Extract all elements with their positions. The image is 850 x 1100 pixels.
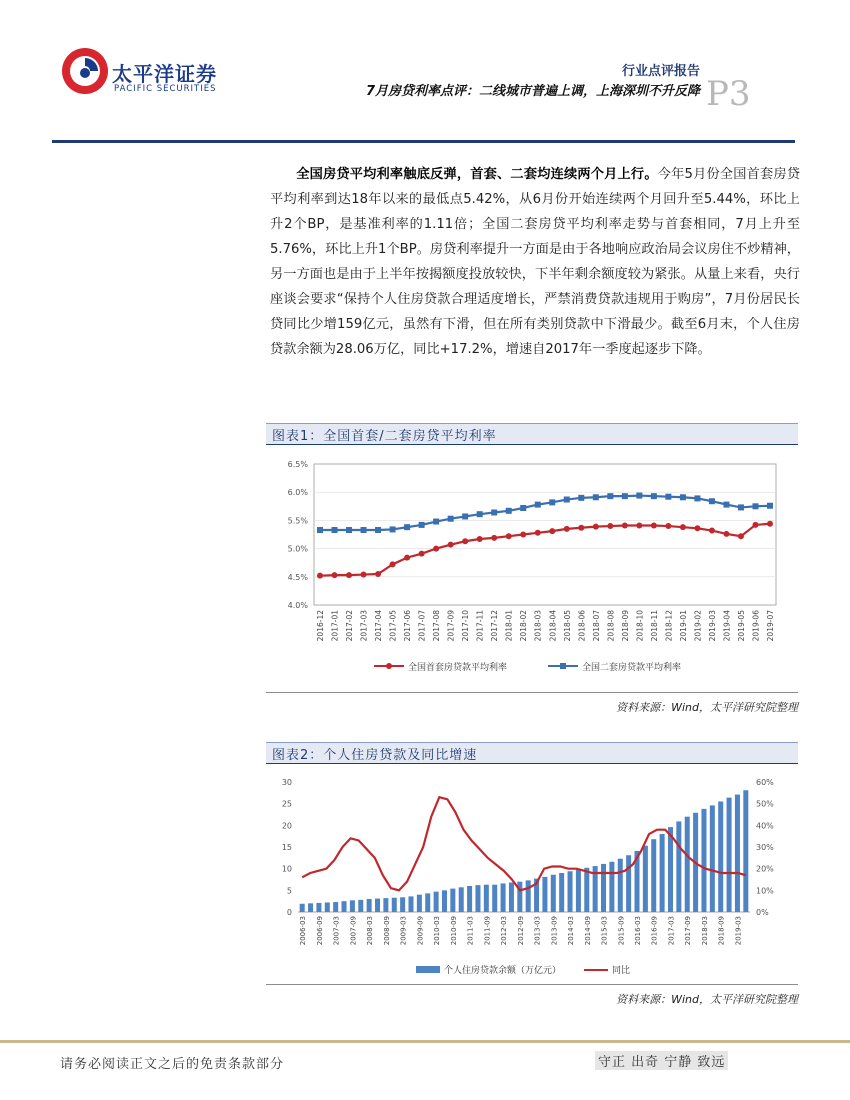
data-point bbox=[723, 502, 729, 508]
data-point bbox=[752, 503, 758, 509]
x-tick-label: 2017-08 bbox=[432, 610, 442, 642]
x-tick-label: 2007-03 bbox=[332, 916, 341, 946]
data-point bbox=[723, 531, 729, 537]
x-tick-label: 2018-09 bbox=[620, 610, 630, 642]
data-point bbox=[346, 572, 352, 578]
bar bbox=[325, 902, 330, 912]
bar bbox=[316, 903, 321, 912]
x-tick-label: 2018-03 bbox=[700, 916, 709, 946]
data-point bbox=[448, 516, 454, 522]
bar bbox=[718, 802, 723, 913]
bar bbox=[568, 871, 573, 912]
bar bbox=[392, 898, 397, 912]
bar bbox=[434, 892, 439, 912]
x-tick-label: 2017-10 bbox=[461, 610, 471, 642]
figure2-source: 资料来源：Wind，太平洋研究院整理 bbox=[266, 984, 798, 1007]
data-point bbox=[317, 527, 323, 533]
bar bbox=[450, 889, 455, 912]
data-point bbox=[346, 527, 352, 533]
figure2-chart bbox=[266, 770, 798, 982]
data-point bbox=[578, 525, 584, 531]
bar bbox=[727, 798, 732, 912]
bar bbox=[601, 864, 606, 912]
data-point bbox=[404, 555, 410, 561]
bar bbox=[660, 834, 665, 912]
x-tick-label: 2008-09 bbox=[382, 916, 391, 946]
bar bbox=[492, 885, 497, 912]
bar bbox=[618, 859, 623, 912]
company-name-en: PACIFIC SECURITIES bbox=[114, 84, 217, 94]
bar bbox=[676, 821, 681, 912]
bar bbox=[459, 887, 464, 912]
x-tick-label: 2013-09 bbox=[550, 916, 559, 946]
bar bbox=[417, 895, 422, 912]
data-point bbox=[593, 494, 599, 500]
data-point bbox=[419, 551, 425, 557]
data-point bbox=[462, 513, 468, 519]
data-point bbox=[535, 530, 541, 536]
data-point bbox=[506, 508, 512, 514]
data-point bbox=[491, 535, 497, 541]
data-point bbox=[607, 493, 613, 499]
data-point bbox=[564, 497, 570, 503]
data-point bbox=[375, 527, 381, 533]
data-point bbox=[665, 494, 671, 500]
x-tick-label: 2007-09 bbox=[349, 916, 358, 946]
legend-swatch bbox=[416, 966, 440, 973]
y-right-tick-label: 10% bbox=[756, 886, 774, 896]
x-tick-label: 2018-01 bbox=[504, 610, 514, 642]
company-name-cn: 太平洋证券 bbox=[112, 62, 217, 86]
bar bbox=[350, 900, 355, 912]
data-point bbox=[419, 522, 425, 528]
y-left-tick-label: 20 bbox=[281, 821, 292, 831]
data-point bbox=[433, 546, 439, 552]
bar bbox=[358, 900, 363, 912]
data-point bbox=[694, 495, 700, 501]
x-tick-label: 2017-07 bbox=[417, 610, 427, 642]
y-tick-label: 4.0% bbox=[287, 601, 308, 610]
bar bbox=[383, 898, 388, 912]
bar bbox=[542, 877, 547, 912]
data-point bbox=[593, 524, 599, 530]
x-tick-label: 2010-09 bbox=[449, 916, 458, 946]
data-point bbox=[506, 533, 512, 539]
bar bbox=[375, 899, 380, 912]
bar bbox=[501, 883, 506, 912]
x-tick-label: 2018-08 bbox=[606, 610, 616, 642]
bar bbox=[668, 827, 673, 912]
footer-disclaimer: 请务必阅读正文之后的免责条款部分 bbox=[60, 1057, 285, 1072]
x-tick-label: 2018-05 bbox=[562, 610, 572, 642]
data-point bbox=[549, 528, 555, 534]
data-point bbox=[549, 499, 555, 505]
logo-emblem-icon bbox=[60, 46, 110, 96]
x-tick-label: 2017-09 bbox=[684, 916, 693, 946]
y-tick-label: 4.5% bbox=[287, 572, 308, 582]
data-point bbox=[680, 494, 686, 500]
x-tick-label: 2006-03 bbox=[299, 916, 308, 946]
bar bbox=[526, 880, 531, 912]
y-right-tick-label: 30% bbox=[756, 843, 774, 852]
x-tick-label: 2018-06 bbox=[577, 610, 587, 642]
x-tick-label: 2018-03 bbox=[533, 610, 543, 642]
data-point bbox=[738, 504, 744, 510]
bar bbox=[484, 885, 489, 912]
bar bbox=[576, 870, 581, 912]
x-tick-label: 2016-09 bbox=[650, 916, 659, 946]
bar bbox=[701, 809, 706, 912]
data-point bbox=[477, 536, 483, 542]
x-tick-label: 2019-04 bbox=[722, 610, 732, 642]
data-point bbox=[607, 523, 613, 529]
bar bbox=[442, 890, 447, 912]
y-left-tick-label: 15 bbox=[281, 843, 292, 852]
bar bbox=[509, 883, 514, 912]
y-tick-label: 6.5% bbox=[287, 460, 308, 469]
data-point bbox=[636, 493, 642, 499]
series-line bbox=[320, 496, 770, 530]
bar bbox=[559, 873, 564, 912]
bar bbox=[710, 805, 715, 912]
x-tick-label: 2014-09 bbox=[583, 916, 592, 946]
bar bbox=[367, 899, 372, 912]
y-right-tick-label: 40% bbox=[756, 821, 774, 831]
x-tick-label: 2018-12 bbox=[664, 610, 674, 642]
data-point bbox=[636, 522, 642, 528]
legend-label: 同比 bbox=[612, 966, 631, 976]
bar bbox=[475, 885, 480, 912]
x-tick-label: 2019-02 bbox=[693, 610, 703, 642]
header-divider bbox=[52, 140, 795, 143]
data-point bbox=[448, 542, 454, 548]
x-tick-label: 2013-03 bbox=[533, 916, 542, 946]
legend-marker bbox=[560, 663, 566, 669]
x-tick-label: 2017-05 bbox=[388, 610, 398, 642]
x-tick-label: 2016-12 bbox=[316, 610, 325, 642]
bar bbox=[584, 868, 589, 912]
x-tick-label: 2006-09 bbox=[315, 916, 324, 946]
y-left-tick-label: 30 bbox=[281, 778, 292, 787]
footer-motto: 守正 出奇 宁静 致远 bbox=[595, 1051, 728, 1070]
x-tick-label: 2012-09 bbox=[516, 916, 525, 946]
y-tick-label: 6.0% bbox=[287, 488, 308, 498]
x-tick-label: 2017-02 bbox=[345, 610, 355, 642]
data-point bbox=[361, 527, 367, 533]
data-point bbox=[694, 525, 700, 531]
data-point bbox=[622, 493, 628, 499]
x-tick-label: 2009-03 bbox=[399, 916, 408, 946]
x-tick-label: 2019-03 bbox=[707, 610, 717, 642]
x-tick-label: 2019-07 bbox=[766, 610, 775, 642]
bar bbox=[643, 846, 648, 912]
data-point bbox=[361, 572, 367, 578]
x-tick-label: 2017-04 bbox=[374, 610, 384, 642]
data-point bbox=[651, 493, 657, 499]
data-point bbox=[578, 495, 584, 501]
x-tick-label: 2011-03 bbox=[466, 916, 475, 946]
bar bbox=[551, 875, 556, 912]
x-tick-label: 2017-11 bbox=[475, 610, 485, 642]
x-tick-label: 2017-03 bbox=[359, 610, 369, 642]
data-point bbox=[332, 527, 338, 533]
legend-label: 个人住房贷款余额（万亿元） bbox=[444, 966, 562, 976]
page-number: P3 bbox=[706, 74, 751, 114]
data-point bbox=[709, 528, 715, 534]
bar bbox=[735, 795, 740, 912]
figure1-header bbox=[266, 423, 798, 445]
data-point bbox=[767, 503, 773, 509]
data-point bbox=[564, 526, 570, 532]
figure1-title: 图表1：全国首套/二套房贷平均利率 bbox=[272, 429, 497, 444]
data-point bbox=[738, 533, 744, 539]
y-tick-label: 5.5% bbox=[287, 516, 308, 526]
x-tick-label: 2017-03 bbox=[667, 916, 676, 946]
bar bbox=[685, 817, 690, 912]
bar bbox=[743, 790, 748, 912]
figure2-title: 图表2：个人住房贷款及同比增速 bbox=[272, 748, 478, 763]
x-tick-label: 2018-07 bbox=[591, 610, 601, 642]
data-point bbox=[390, 561, 396, 567]
data-point bbox=[709, 498, 715, 504]
data-point bbox=[433, 519, 439, 525]
data-point bbox=[520, 505, 526, 511]
bar bbox=[425, 893, 430, 912]
data-point bbox=[752, 522, 758, 528]
paragraph-text: 今年5月份全国首套房贷平均利率到达18年以来的最低点5.42%，从6月份开始连续两个月回升至5.44%，环比上升2个BP，是基准利率的1.11倍；全国二套房贷平均利率走势与首套相同，7月上升至5.76%，环比上升1个BP。房贷利率提升一方面是由于各地响应政治局会议房住不炒精神，另一方面也是由于上半年按揭额度投放较快，下半年剩余额度较为紧张。从量上来看，央行座谈会要求“保持个人住房贷款合理适度增长，严禁消费贷款违规用于购房”，7月份居民长贷同比少增159亿元，虽然有下滑，但在所有类别贷款中下滑最少。截至6月末，个人住房贷款余额为28.06万亿，同比+17.2%，增速自2017年一季度起逐步下降。 bbox=[270, 167, 801, 357]
x-tick-label: 2018-11 bbox=[649, 610, 659, 642]
x-tick-label: 2018-04 bbox=[548, 610, 558, 642]
y-left-tick-label: 25 bbox=[281, 799, 292, 809]
bar bbox=[609, 862, 614, 912]
y-right-tick-label: 50% bbox=[756, 799, 774, 809]
footer-divider bbox=[0, 1040, 850, 1043]
data-point bbox=[680, 524, 686, 530]
bar bbox=[308, 903, 313, 912]
y-left-tick-label: 0 bbox=[286, 908, 292, 917]
x-tick-label: 2012-03 bbox=[500, 916, 509, 946]
x-tick-label: 2017-09 bbox=[446, 610, 456, 642]
bar bbox=[300, 904, 305, 912]
company-logo bbox=[60, 44, 220, 104]
x-tick-label: 2015-09 bbox=[617, 916, 626, 946]
bar bbox=[626, 855, 631, 912]
plot-area bbox=[314, 464, 776, 605]
figure1-chart bbox=[266, 450, 798, 690]
y-right-tick-label: 60% bbox=[756, 778, 774, 787]
data-point bbox=[622, 522, 628, 528]
y-left-tick-label: 5 bbox=[286, 886, 292, 896]
paragraph-lead: 全国房贷平均利率触底反弹，首套、二套均连续两个月上行。 bbox=[296, 167, 658, 182]
figure1-source: 资料来源：Wind，太平洋研究院整理 bbox=[266, 692, 798, 715]
series-line bbox=[320, 524, 770, 576]
data-point bbox=[462, 538, 468, 544]
x-tick-label: 2008-03 bbox=[366, 916, 375, 946]
data-point bbox=[767, 521, 773, 527]
x-tick-label: 2018-09 bbox=[717, 916, 726, 946]
data-point bbox=[535, 502, 541, 508]
data-point bbox=[375, 571, 381, 577]
x-tick-label: 2017-01 bbox=[330, 610, 340, 642]
data-point bbox=[317, 573, 323, 579]
data-point bbox=[665, 523, 671, 529]
bar bbox=[467, 886, 472, 912]
data-point bbox=[491, 510, 497, 516]
legend-label: 全国二套房贷款平均利率 bbox=[582, 663, 682, 673]
figure2-header bbox=[266, 742, 798, 764]
x-tick-label: 2014-03 bbox=[567, 916, 576, 946]
y-right-tick-label: 20% bbox=[756, 864, 774, 874]
data-point bbox=[477, 511, 483, 517]
bar bbox=[408, 896, 413, 912]
x-tick-label: 2010-03 bbox=[433, 916, 442, 946]
body-paragraph bbox=[270, 162, 800, 362]
x-tick-label: 2011-09 bbox=[483, 916, 492, 946]
y-right-tick-label: 0% bbox=[756, 908, 769, 917]
x-tick-label: 2019-01 bbox=[678, 610, 688, 642]
legend-label: 全国首套房贷款平均利率 bbox=[408, 663, 508, 673]
x-tick-label: 2019-06 bbox=[751, 610, 761, 642]
data-point bbox=[651, 522, 657, 528]
report-title: 7月房贷利率点评：二线城市普遍上调，上海深圳不升反降 bbox=[365, 84, 700, 99]
x-tick-label: 2016-03 bbox=[634, 916, 642, 946]
bar bbox=[400, 897, 405, 912]
x-tick-label: 2018-02 bbox=[519, 610, 529, 642]
report-type: 行业点评报告 bbox=[621, 64, 700, 79]
y-left-tick-label: 10 bbox=[281, 864, 292, 874]
x-tick-label: 2019-03 bbox=[734, 916, 743, 946]
bar bbox=[342, 901, 347, 912]
bar bbox=[651, 839, 656, 912]
legend-marker bbox=[386, 663, 392, 669]
bar bbox=[333, 902, 338, 912]
x-tick-label: 2019-05 bbox=[736, 610, 746, 642]
data-point bbox=[332, 572, 338, 578]
x-tick-label: 2009-09 bbox=[416, 916, 425, 946]
x-tick-label: 2017-12 bbox=[490, 610, 500, 642]
x-tick-label: 2017-06 bbox=[403, 610, 413, 642]
x-tick-label: 2015-03 bbox=[600, 916, 609, 946]
data-point bbox=[390, 526, 396, 532]
x-tick-label: 2018-10 bbox=[635, 610, 645, 642]
data-point bbox=[520, 532, 526, 538]
data-point bbox=[404, 524, 410, 530]
y-tick-label: 5.0% bbox=[287, 544, 308, 554]
